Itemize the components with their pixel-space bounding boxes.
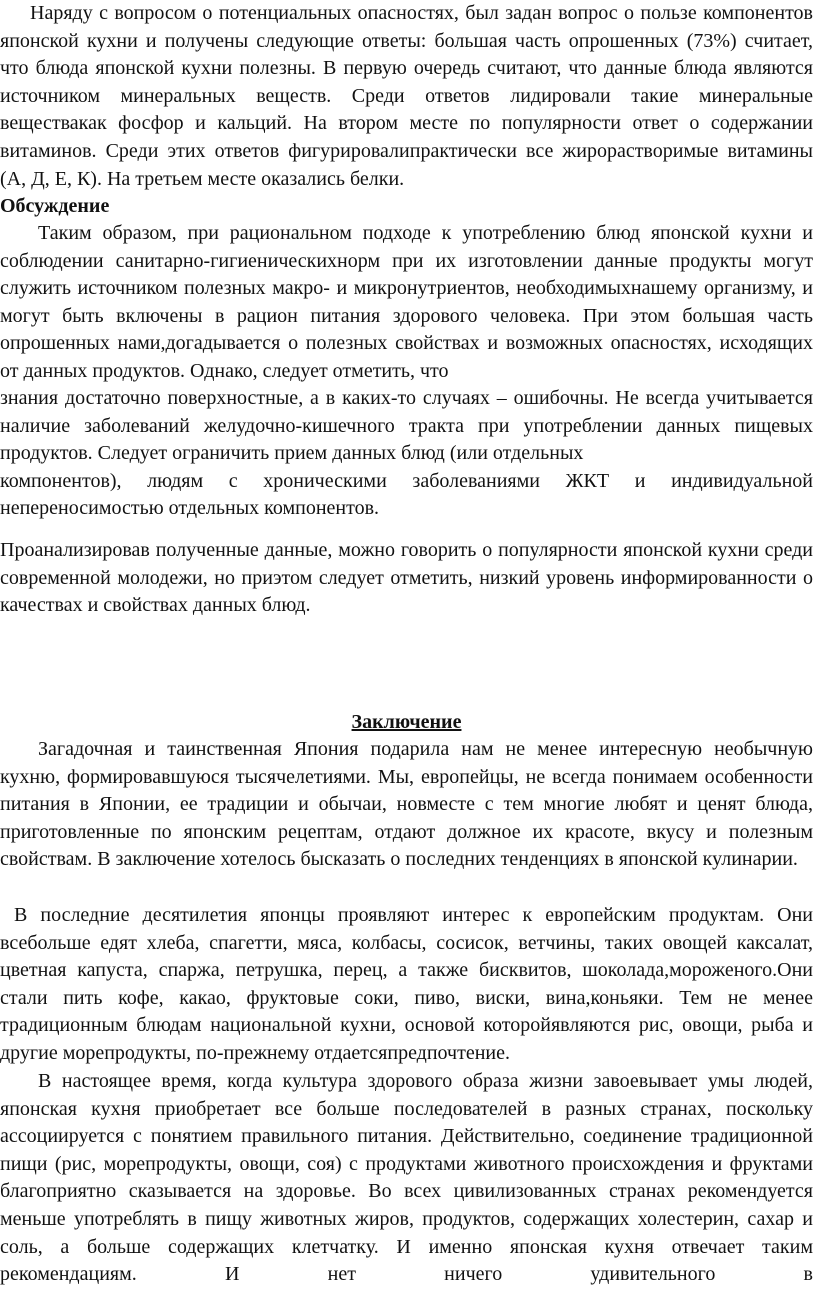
discussion-heading: Обсуждение bbox=[0, 195, 110, 217]
paragraph-conclusion-2: В последние десятилетия японцы проявляют интерес к европейским продуктам. Они всебольше едят хлеба, спагетти, мяса, колбасы, сосисок, ветчины, таких овощей каксалат, цветная капуста, спаржа, петрушка, перец, а также бисквитов, шоколада,мороженого.Они стали пить кофе, какао, фруктовые соки, пиво, виски, вина,коньяки. Тем не менее традиционным блюдам национальной кухни, основой которойявляются рис, овощи, рыба и другие морепродукты, по-прежнему отдаетсяпредпочтение. bbox=[0, 904, 813, 1064]
conclusion-heading: Заключение bbox=[351, 711, 462, 733]
paragraph-discussion-1: Таким образом, при рациональном подходе к употреблению блюд японской кухни и соблюдении санитарно-гигиеническихнорм при их изготовлении данные продукты могут служить источником полезных макро- и микронутриентов, необходимыхнашему организму, и могут быть включены в рацион питания здорового человека. При этом большая часть опрошенных нами,догадывается о полезных свойствах и возможных опасностях, исходящих от данных продуктов. Однако, следует отметить, что bbox=[0, 222, 813, 382]
paragraph-survey-benefits: Наряду с вопросом о потенциальных опасностях, был задан вопрос о пользе компонентов японской кухни и получены следующие ответы: большая часть опрошенных (73%) считает, что блюда японской кухни полезны. В первую очередь считают, что данные блюда являются источником минеральных веществ. Среди ответов лидировали такие минеральные веществакак фосфор и кальций. На втором месте по популярности ответ о содержании витаминов. Среди этих ответов фигурировалипрактически все жирорастворимые витамины (А, Д, Е, К). На третьем месте оказались белки. bbox=[0, 2, 813, 190]
paragraph-discussion-2-part-b: компонентов), людям с хроническими заболеваниями ЖКТ и индивидуальной непереносимостью отдельных компонентов. bbox=[0, 469, 813, 520]
paragraph-discussion-3: Проанализировав полученные данные, можно говорить о популярности японской кухни среди современной молодежи, но приэтом следует отметить, низкий уровень информированности о качествах и свойствах данных блюд. bbox=[0, 539, 813, 617]
paragraph-discussion-2-part-a: знания достаточно поверхностные, а в каких-то случаях – ошибочны. Не всегда учитывается наличие заболеваний желудочно-кишечного тракта при употреблении данных пищевых продуктов. Следует ограничить прием данных блюд (или отдельных bbox=[0, 387, 813, 465]
paragraph-conclusion-1: Загадочная и таинственная Япония подарила нам не менее интересную необычную кухню, формировавшуюся тысячелетиями. Мы, европейцы, не всегда понимаем особенности питания в Японии, ее традиции и обычаи, новместе с тем многие любят и ценят блюда, приготовленные по японским рецептам, отдают должное их красоте, вкусу и полезным свойствам. В заключение хотелось бысказать о последних тенденциях в японской кулинарии. bbox=[0, 738, 813, 871]
paragraph-discussion-2 bbox=[0, 385, 813, 523]
paragraph-conclusion-3: В настоящее время, когда культура здорового образа жизни завоевывает умы людей, японская кухня приобретает все больше последователей в разных странах, поскольку ассоциируется с понятием правильного питания. Действительно, соединение традиционной пищи (рис, морепродукты, овощи, соя) с продуктами животного происхождения и фруктами благоприятно сказывается на здоровье. Во всех цивилизованных странах рекомендуется меньше употреблять в пищу животных жиров, продуктов, содержащих холестерин, сахар и соль, а больше содержащих клетчатку. И именно японская кухня отвечает таким рекомендациям. И нет ничего удивительного в bbox=[0, 1070, 813, 1286]
